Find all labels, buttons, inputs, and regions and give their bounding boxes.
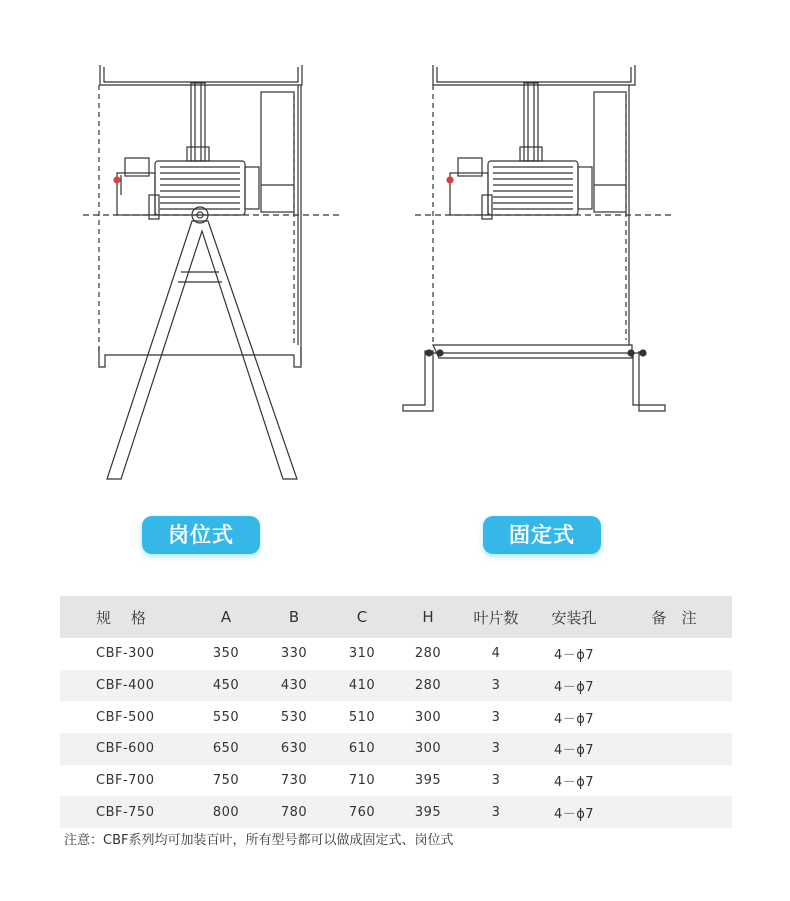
cell-remarks [616,670,732,702]
table-row [60,796,732,828]
cell-b: 630 [260,733,328,765]
table-row [60,670,732,702]
cell-holes: 4－ϕ7 [532,796,616,828]
header-c: C [328,596,396,638]
table-row [60,733,732,765]
cell-remarks [616,765,732,797]
cell-holes: 4－ϕ7 [553,711,595,727]
cell-model: CBF-600 [60,733,192,765]
header-a: A [192,596,260,638]
cell-model: CBF-700 [96,773,155,789]
table-row [60,701,732,733]
cell-a: 450 [192,670,260,702]
cell-b: 730 [280,773,308,789]
cell-c: 710 [348,773,376,789]
cell-blades: 3 [491,709,501,725]
fixed-type-label: 固定式 [483,516,601,554]
cell-blades: 3 [460,733,532,765]
header-h: H [396,596,460,638]
footnote: 注意：CBF系列均可加装百叶，所有型号都可以做成固定式、岗位式 [64,833,454,848]
cell-blades: 4 [491,646,501,662]
cell-c: 760 [328,796,396,828]
cell-c: 610 [328,733,396,765]
cell-remarks [616,701,732,733]
cell-h: 395 [396,796,460,828]
cell-blades: 3 [460,796,532,828]
table-header-row [60,596,732,638]
cell-model: CBF-500 [96,709,155,725]
cell-holes: 4－ϕ7 [532,670,616,702]
cell-b: 530 [280,709,308,725]
fixed-type-drawing [395,55,695,495]
spec-table [60,596,732,828]
cell-b: 780 [260,796,328,828]
cell-holes: 4－ϕ7 [553,648,595,664]
header-holes: 安装孔 [532,596,616,638]
header-remarks: 备 注 [616,596,732,638]
cell-a: 800 [192,796,260,828]
cell-c: 410 [328,670,396,702]
table-row [60,765,732,797]
cell-a: 550 [212,709,240,725]
cell-b: 430 [260,670,328,702]
cell-model: CBF-300 [96,646,155,662]
cell-h: 280 [396,670,460,702]
stand-type-drawing [65,55,365,495]
cell-model: CBF-750 [60,796,192,828]
cell-remarks [616,796,732,828]
cell-h: 280 [414,646,442,662]
cell-h: 395 [414,773,442,789]
cell-c: 310 [348,646,376,662]
cell-h: 300 [414,709,442,725]
cell-h: 300 [396,733,460,765]
table-row [60,638,732,670]
cell-blades: 3 [491,773,501,789]
cell-b: 330 [280,646,308,662]
cell-holes: 4－ϕ7 [553,775,595,791]
cell-blades: 3 [460,670,532,702]
cell-remarks [616,733,732,765]
stand-type-label: 岗位式 [142,516,260,554]
cell-remarks [616,638,732,670]
header-blades: 叶片数 [460,596,532,638]
cell-a: 350 [212,646,240,662]
header-b: B [260,596,328,638]
cell-a: 650 [192,733,260,765]
cell-c: 510 [348,709,376,725]
cell-a: 750 [212,773,240,789]
cell-holes: 4－ϕ7 [532,733,616,765]
header-model: 规格 [60,596,192,638]
cell-model: CBF-400 [60,670,192,702]
